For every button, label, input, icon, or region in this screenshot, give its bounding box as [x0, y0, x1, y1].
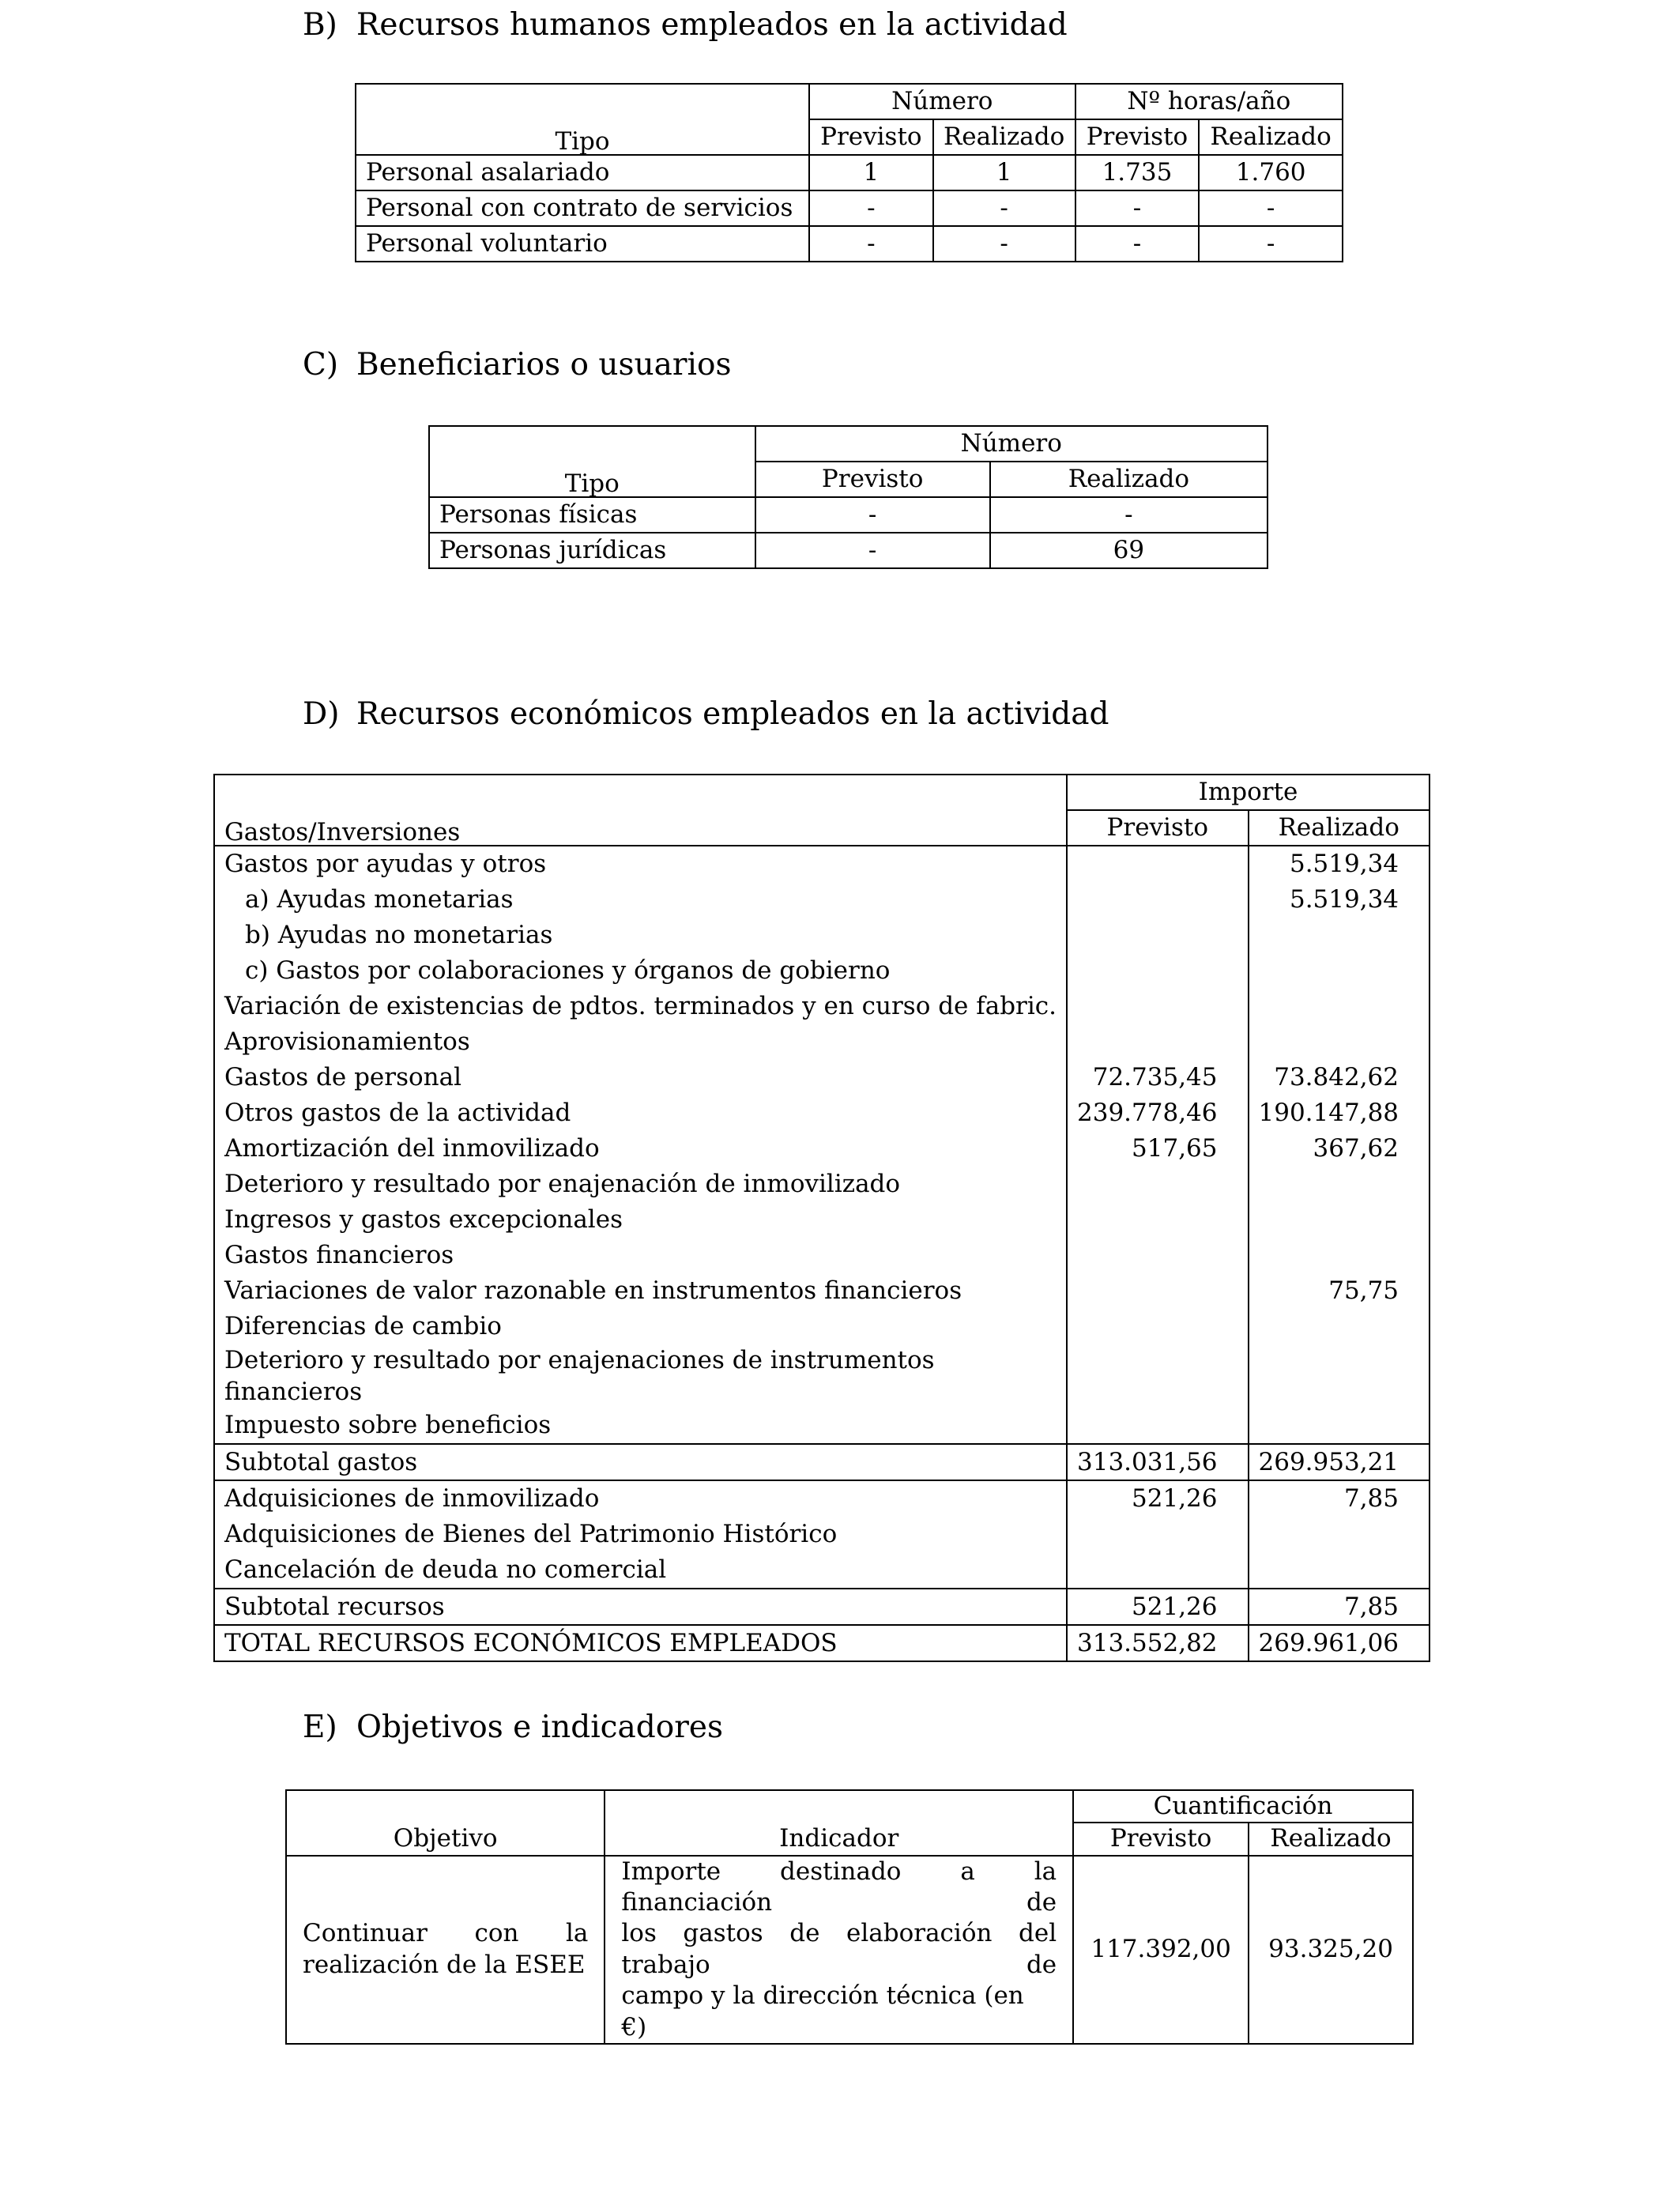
subtotal-gastos-row	[214, 1444, 1430, 1480]
section-d-heading	[303, 696, 1109, 732]
eco-label-cell: c) Gastos por colaboraciones y órganos de gobierno	[214, 953, 1067, 989]
ben-col-tipo: Tipo	[429, 426, 755, 497]
table-row	[214, 953, 1430, 989]
eco-label-cell: Aprovisionamientos	[214, 1024, 1067, 1060]
eco-previsto-cell	[1067, 1344, 1249, 1408]
table-row	[356, 155, 1343, 190]
eco-previsto-header: Previsto	[1067, 810, 1249, 846]
eco-previsto-cell	[1067, 1273, 1249, 1309]
eco-previsto-cell	[1067, 918, 1249, 953]
obj-objetivo-line-2: realización de la ESEE	[303, 1950, 586, 1979]
obj-col-objetivo: Objetivo	[286, 1790, 605, 1856]
obj-previsto-cell: 117.392,00	[1073, 1856, 1249, 2044]
table-row	[214, 1060, 1430, 1095]
table-row	[214, 1024, 1430, 1060]
eco-previsto-cell	[1067, 1024, 1249, 1060]
eco-realizado-cell: 5.519,34	[1249, 882, 1430, 918]
beneficiaries-table	[428, 425, 1268, 569]
hr-group-horas: Nº horas/año	[1075, 84, 1343, 119]
ben-previsto-cell: -	[755, 533, 990, 568]
ben-realizado-cell: -	[990, 497, 1268, 533]
ben-realizado-cell: 69	[990, 533, 1268, 568]
section-b-heading	[303, 7, 1068, 43]
ben-tipo-cell: Personas físicas	[429, 497, 755, 533]
eco-label-cell: Subtotal recursos	[214, 1589, 1067, 1625]
table-row	[214, 1408, 1430, 1444]
table-row	[214, 1309, 1430, 1344]
table-row	[429, 533, 1268, 568]
obj-objetivo-cell	[286, 1856, 605, 2044]
eco-previsto-cell: 313.031,56	[1067, 1444, 1249, 1480]
economic-resources-table	[213, 774, 1430, 1662]
eco-realizado-cell: 190.147,88	[1249, 1095, 1430, 1131]
eco-realizado-cell	[1249, 1167, 1430, 1202]
eco-realizado-cell	[1249, 1552, 1430, 1589]
eco-realizado-header: Realizado	[1249, 810, 1430, 846]
eco-label-cell: Diferencias de cambio	[214, 1309, 1067, 1344]
eco-realizado-cell	[1249, 1238, 1430, 1273]
table-row	[214, 989, 1430, 1024]
eco-realizado-cell: 269.953,21	[1249, 1444, 1430, 1480]
eco-realizado-cell	[1249, 1309, 1430, 1344]
table-row	[356, 226, 1343, 262]
eco-label-cell: Otros gastos de la actividad	[214, 1095, 1067, 1131]
eco-previsto-cell: 521,26	[1067, 1480, 1249, 1517]
eco-previsto-cell: 239.778,46	[1067, 1095, 1249, 1131]
section-c-title: Beneficiarios o usuarios	[356, 347, 732, 383]
obj-group-cuantificacion: Cuantificación	[1073, 1790, 1413, 1823]
eco-realizado-cell: 5.519,34	[1249, 846, 1430, 882]
hr-num-realizado-cell: -	[933, 190, 1075, 226]
eco-label-cell: Adquisiciones de inmovilizado	[214, 1480, 1067, 1517]
eco-realizado-cell: 269.961,06	[1249, 1625, 1430, 1661]
hr-num-previsto-cell: -	[809, 226, 933, 262]
eco-realizado-cell: 73.842,62	[1249, 1060, 1430, 1095]
hr-horas-previsto-cell: -	[1075, 226, 1200, 262]
eco-label-cell: Variaciones de valor razonable en instrumentos financieros	[214, 1273, 1067, 1309]
eco-label-cell: Gastos por ayudas y otros	[214, 846, 1067, 882]
hr-num-previsto-cell: 1	[809, 155, 933, 190]
eco-realizado-cell: 7,85	[1249, 1480, 1430, 1517]
section-e-letter: E)	[303, 1710, 337, 1745]
eco-label-cell: Gastos financieros	[214, 1238, 1067, 1273]
section-e-heading	[303, 1712, 723, 1743]
eco-label-cell: TOTAL RECURSOS ECONÓMICOS EMPLEADOS	[214, 1625, 1067, 1661]
eco-col-gastos: Gastos/Inversiones	[214, 775, 1067, 846]
eco-previsto-cell	[1067, 1167, 1249, 1202]
hr-horas-previsto-cell: -	[1075, 190, 1200, 226]
hr-tipo-cell: Personal voluntario	[356, 226, 809, 262]
ben-tipo-cell: Personas jurídicas	[429, 533, 755, 568]
obj-objetivo-line-1: Continuar con la	[303, 1919, 589, 1948]
eco-label-cell: Cancelación de deuda no comercial	[214, 1552, 1067, 1589]
hr-num-realizado-header: Realizado	[933, 119, 1075, 155]
obj-previsto-header: Previsto	[1073, 1823, 1249, 1855]
table-row	[214, 882, 1430, 918]
section-b-letter: B)	[303, 7, 337, 43]
table-row	[356, 190, 1343, 226]
table-row	[214, 1202, 1430, 1238]
eco-realizado-cell: 75,75	[1249, 1273, 1430, 1309]
ben-previsto-cell: -	[755, 497, 990, 533]
eco-label-cell: Deterioro y resultado por enajenación de inmovilizado	[214, 1167, 1067, 1202]
eco-realizado-cell	[1249, 1202, 1430, 1238]
hr-num-realizado-cell: 1	[933, 155, 1075, 190]
eco-previsto-cell	[1067, 1202, 1249, 1238]
eco-label-cell: Variación de existencias de pdtos. terminados y en curso de fabric.	[214, 989, 1067, 1024]
total-row	[214, 1625, 1430, 1661]
table-row	[214, 1167, 1430, 1202]
eco-group-importe: Importe	[1067, 775, 1430, 810]
eco-realizado-cell	[1249, 1408, 1430, 1444]
table-row	[286, 1856, 1413, 2044]
eco-label-line-2: financieros	[224, 1378, 363, 1406]
eco-previsto-cell	[1067, 1309, 1249, 1344]
hr-tipo-cell: Personal asalariado	[356, 155, 809, 190]
table-row	[429, 497, 1268, 533]
ben-realizado-header: Realizado	[990, 462, 1268, 497]
eco-previsto-cell	[1067, 882, 1249, 918]
section-c-heading	[303, 347, 732, 383]
eco-realizado-cell	[1249, 1344, 1430, 1408]
hr-num-previsto-header: Previsto	[809, 119, 933, 155]
hr-num-previsto-cell: -	[809, 190, 933, 226]
obj-realizado-cell: 93.325,20	[1249, 1856, 1413, 2044]
table-row	[214, 846, 1430, 882]
ben-previsto-header: Previsto	[755, 462, 990, 497]
eco-previsto-cell	[1067, 989, 1249, 1024]
eco-label-cell: Amortización del inmovilizado	[214, 1131, 1067, 1167]
obj-indicador-line-2: los gastos de elaboración del trabajo de	[621, 1919, 1057, 1979]
hr-col-tipo: Tipo	[356, 84, 809, 155]
eco-label-cell: b) Ayudas no monetarias	[214, 918, 1067, 953]
eco-previsto-cell	[1067, 1408, 1249, 1444]
hr-horas-previsto-header: Previsto	[1075, 119, 1200, 155]
eco-previsto-cell: 521,26	[1067, 1589, 1249, 1625]
eco-realizado-cell	[1249, 1517, 1430, 1552]
eco-label-line-1: Deterioro y resultado por enajenaciones de instrumentos	[224, 1346, 935, 1374]
section-c-letter: C)	[303, 347, 339, 383]
hr-tipo-cell: Personal con contrato de servicios	[356, 190, 809, 226]
hr-num-realizado-cell: -	[933, 226, 1075, 262]
table-row	[214, 1517, 1430, 1552]
eco-label-cell: Subtotal gastos	[214, 1444, 1067, 1480]
human-resources-table	[355, 83, 1343, 262]
eco-previsto-cell	[1067, 1552, 1249, 1589]
eco-previsto-cell: 517,65	[1067, 1131, 1249, 1167]
table-row	[214, 918, 1430, 953]
eco-label-cell: Ingresos y gastos excepcionales	[214, 1202, 1067, 1238]
table-row	[214, 1480, 1430, 1517]
hr-horas-realizado-cell: -	[1199, 190, 1343, 226]
eco-realizado-cell: 7,85	[1249, 1589, 1430, 1625]
hr-horas-previsto-cell: 1.735	[1075, 155, 1200, 190]
eco-realizado-cell	[1249, 1024, 1430, 1060]
eco-label-cell: Impuesto sobre beneficios	[214, 1408, 1067, 1444]
obj-col-indicador: Indicador	[605, 1790, 1073, 1856]
obj-indicador-line-1: Importe destinado a la financiación de	[621, 1857, 1057, 1917]
eco-previsto-cell	[1067, 1517, 1249, 1552]
eco-realizado-cell: 367,62	[1249, 1131, 1430, 1167]
hr-horas-realizado-header: Realizado	[1199, 119, 1343, 155]
eco-realizado-cell	[1249, 918, 1430, 953]
table-row	[214, 1131, 1430, 1167]
obj-indicador-cell	[605, 1856, 1073, 2044]
table-row	[214, 1095, 1430, 1131]
eco-label-cell-multiline	[214, 1344, 1067, 1408]
eco-previsto-cell	[1067, 846, 1249, 882]
section-d-title: Recursos económicos empleados en la actividad	[356, 696, 1109, 732]
section-b-title: Recursos humanos empleados en la actividad	[356, 7, 1068, 43]
section-e-title: Objetivos e indicadores	[356, 1710, 723, 1745]
eco-previsto-cell	[1067, 1238, 1249, 1273]
table-row	[214, 1238, 1430, 1273]
hr-horas-realizado-cell: -	[1199, 226, 1343, 262]
hr-group-numero: Número	[809, 84, 1075, 119]
eco-realizado-cell	[1249, 989, 1430, 1024]
hr-horas-realizado-cell: 1.760	[1199, 155, 1343, 190]
objectives-table	[285, 1789, 1414, 2045]
eco-realizado-cell	[1249, 953, 1430, 989]
section-d-letter: D)	[303, 696, 340, 732]
eco-previsto-cell: 72.735,45	[1067, 1060, 1249, 1095]
eco-previsto-cell: 313.552,82	[1067, 1625, 1249, 1661]
subtotal-recursos-row	[214, 1589, 1430, 1625]
eco-label-cell: Gastos de personal	[214, 1060, 1067, 1095]
table-row	[214, 1273, 1430, 1309]
obj-realizado-header: Realizado	[1249, 1823, 1413, 1855]
eco-label-cell: a) Ayudas monetarias	[214, 882, 1067, 918]
eco-previsto-cell	[1067, 953, 1249, 989]
table-row	[214, 1344, 1430, 1408]
table-row	[214, 1552, 1430, 1589]
ben-group-numero: Número	[755, 426, 1268, 462]
eco-label-cell: Adquisiciones de Bienes del Patrimonio Histórico	[214, 1517, 1067, 1552]
obj-indicador-line-3: campo y la dirección técnica (en €)	[621, 1981, 1024, 2041]
